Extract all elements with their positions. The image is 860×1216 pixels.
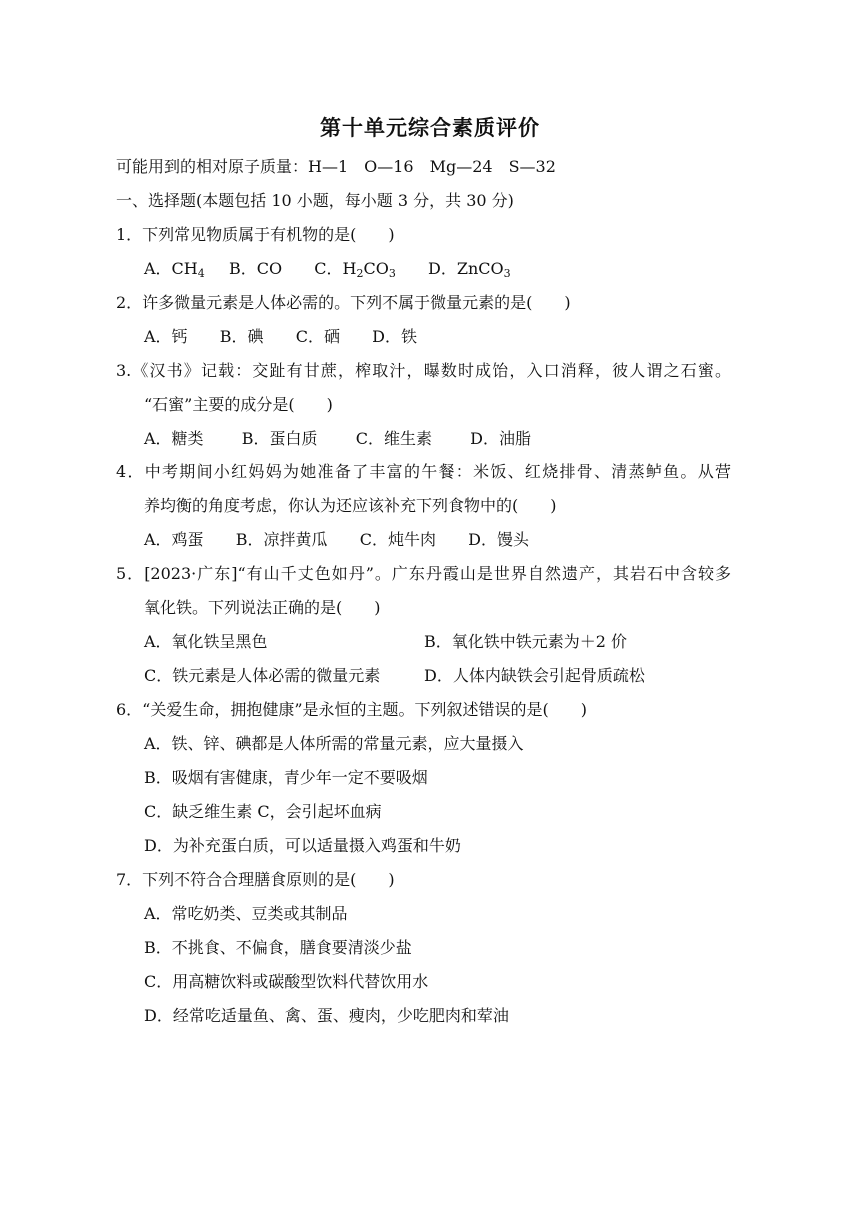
q2-option-d: D．铁 xyxy=(372,327,417,346)
question-5-stem-line-1: 5．[2023·广东]“有山千丈色如丹”。广东丹霞山是世界自然遗产，其岩石中含较多 xyxy=(116,564,731,583)
q6-option-c: C．缺乏维生素 C，会引起坏血病 xyxy=(144,802,382,821)
q3-option-a: A．糖类 xyxy=(144,429,204,448)
question-1-stem: 1．下列常见物质属于有机物的是( ) xyxy=(116,225,395,244)
question-5-stem-line-2: 氧化铁。下列说法正确的是( ) xyxy=(144,598,381,617)
question-3-stem-line-1: 3.《汉书》记载：交趾有甘蔗，榨取汁，曝数时成饴，入口消释，彼人谓之石蜜。 xyxy=(116,361,731,380)
question-3-options xyxy=(144,428,531,450)
atomic-masses-note: 可能用到的相对原子质量：H—1 O—16 Mg—24 S—32 xyxy=(116,157,556,176)
q7-option-c: C．用高糖饮料或碳酸型饮料代替饮用水 xyxy=(144,972,429,991)
q4-option-d: D．馒头 xyxy=(468,530,529,549)
q1-option-b: B．CO xyxy=(228,259,283,278)
q3-option-c: C．维生素 xyxy=(355,429,432,448)
q7-option-a: A．常吃奶类、豆类或其制品 xyxy=(144,904,348,923)
q5-option-d: D．人体内缺铁会引起骨质疏松 xyxy=(424,666,645,685)
question-6-stem: 6．“关爱生命，拥抱健康”是永恒的主题。下列叙述错误的是( ) xyxy=(116,700,588,719)
question-4-stem-line-1: 4．中考期间小红妈妈为她准备了丰富的午餐：米饭、红烧排骨、清蒸鲈鱼。从营 xyxy=(116,462,731,481)
q4-option-a: A．鸡蛋 xyxy=(144,530,204,549)
q4-option-c: C．炖牛肉 xyxy=(359,530,436,549)
q6-option-b: B．吸烟有害健康，青少年一定不要吸烟 xyxy=(144,768,428,787)
q3-option-d: D．油脂 xyxy=(470,429,531,448)
q2-option-b: B．碘 xyxy=(219,327,264,346)
q3-option-b: B．蛋白质 xyxy=(241,429,318,448)
question-1-options xyxy=(144,258,511,280)
question-7-stem: 7．下列不符合合理膳食原则的是( ) xyxy=(116,870,395,889)
q6-option-a: A．铁、锌、碘都是人体所需的常量元素，应大量摄入 xyxy=(144,734,524,753)
q1-option-c: C．$H_2CO_3$ xyxy=(314,259,396,280)
q2-option-c: C．硒 xyxy=(295,327,340,346)
page-title: 第十单元综合素质评价 xyxy=(320,116,540,140)
question-2-stem: 2．许多微量元素是人体必需的。下列不属于微量元素的是( ) xyxy=(116,293,571,312)
question-2-options xyxy=(144,326,417,348)
question-4-stem-line-2: 养均衡的角度考虑，你认为还应该补充下列食物中的( ) xyxy=(144,496,557,515)
q1-option-d: D．ZnCO$_3$ xyxy=(428,259,511,280)
question-4-options xyxy=(144,529,529,551)
q7-option-d: D．经常吃适量鱼、禽、蛋、瘦肉，少吃肥肉和荤油 xyxy=(144,1006,509,1025)
q5-option-b: B．氧化铁中铁元素为＋2 价 xyxy=(424,632,628,651)
q4-option-b: B．凉拌黄瓜 xyxy=(235,530,328,549)
section-heading: 一、选择题(本题包括 10 小题，每小题 3 分，共 30 分) xyxy=(116,191,514,210)
q5-option-a: A．氧化铁呈黑色 xyxy=(144,632,268,651)
question-3-stem-line-2: “石蜜”主要的成分是( ) xyxy=(144,395,333,414)
q2-option-a: A．钙 xyxy=(144,327,188,346)
q1-option-a: A．$CH_4$ xyxy=(144,259,205,280)
q7-option-b: B．不挑食、不偏食，膳食要清淡少盐 xyxy=(144,938,412,957)
q5-option-c: C．铁元素是人体必需的微量元素 xyxy=(144,666,381,685)
q6-option-d: D．为补充蛋白质，可以适量摄入鸡蛋和牛奶 xyxy=(144,836,461,855)
